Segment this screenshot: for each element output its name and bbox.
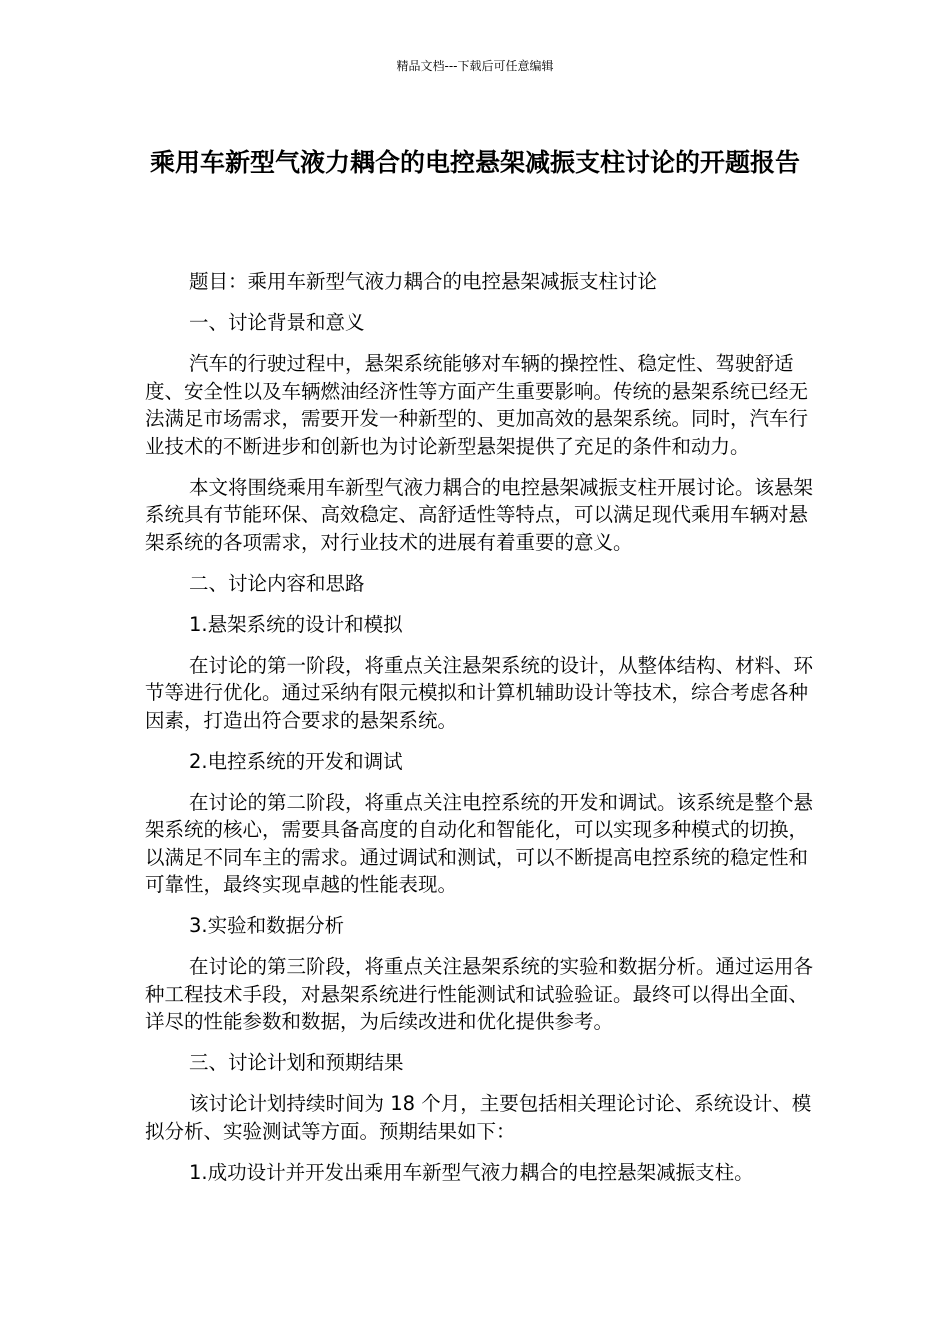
document-title: 乘用车新型气液力耦合的电控悬架减振支柱讨论的开题报告 — [149, 148, 800, 177]
paragraph-design: 在讨论的第一阶段，将重点关注悬架系统的设计，从整体结构、材料、环节等进行优化。通过采纳有限元模拟和计算机辅助设计等技术，综合考虑各种因素，打造出符合要求的悬架系统。 — [145, 653, 814, 732]
expected-result-1: 1.成功设计并开发出乘用车新型气液力耦合的电控悬架减振支柱。 — [189, 1160, 754, 1184]
paragraph-control: 在讨论的第二阶段，将重点关注电控系统的开发和调试。该系统是整个悬架系统的核心，需要具备高度的自动化和智能化，可以实现多种模式的切换，以满足不同车主的需求。通过调试和测试，可以不断提高电控系统的稳定性和可靠性，最终实现卓越的性能表现。 — [145, 790, 814, 896]
paragraph-plan: 该讨论计划持续时间为 18 个月，主要包括相关理论讨论、系统设计、模拟分析、实验测试等方面。预期结果如下： — [145, 1092, 812, 1143]
subheading-control: 2.电控系统的开发和调试 — [189, 749, 403, 773]
page-header: 精品文档---下载后可任意编辑 — [396, 59, 554, 73]
section-heading-plan: 三、讨论计划和预期结果 — [189, 1051, 404, 1074]
topic-line: 题目：乘用车新型气液力耦合的电控悬架减振支柱讨论 — [189, 270, 658, 293]
paragraph-background-1: 汽车的行驶过程中，悬架系统能够对车辆的操控性、稳定性、驾驶舒适度、安全性以及车辆燃油经济性等方面产生重要影响。传统的悬架系统已经无法满足市场需求，需要开发一种新型的、更加高效的悬架系统。同时，汽车行业技术的不断进步和创新也为讨论新型悬架提供了充足的条件和动力。 — [145, 352, 809, 458]
document-body — [145, 268, 815, 1200]
paragraph-background-2: 本文将围绕乘用车新型气液力耦合的电控悬架减振支柱开展讨论。该悬架系统具有节能环保、高效稳定、高舒适性等特点，可以满足现代乘用车辆对悬架系统的各项需求，对行业技术的进展有着重要的意义。 — [145, 475, 814, 554]
section-heading-background: 一、讨论背景和意义 — [189, 311, 365, 334]
subheading-design: 1.悬架系统的设计和模拟 — [189, 612, 403, 636]
section-heading-content: 二、讨论内容和思路 — [189, 571, 365, 595]
paragraph-experiment: 在讨论的第三阶段，将重点关注悬架系统的实验和数据分析。通过运用各种工程技术手段，对悬架系统进行性能测试和试验验证。最终可以得出全面、详尽的性能参数和数据，为后续改进和优化提供参考。 — [145, 955, 814, 1033]
subheading-experiment: 3.实验和数据分析 — [189, 914, 345, 937]
